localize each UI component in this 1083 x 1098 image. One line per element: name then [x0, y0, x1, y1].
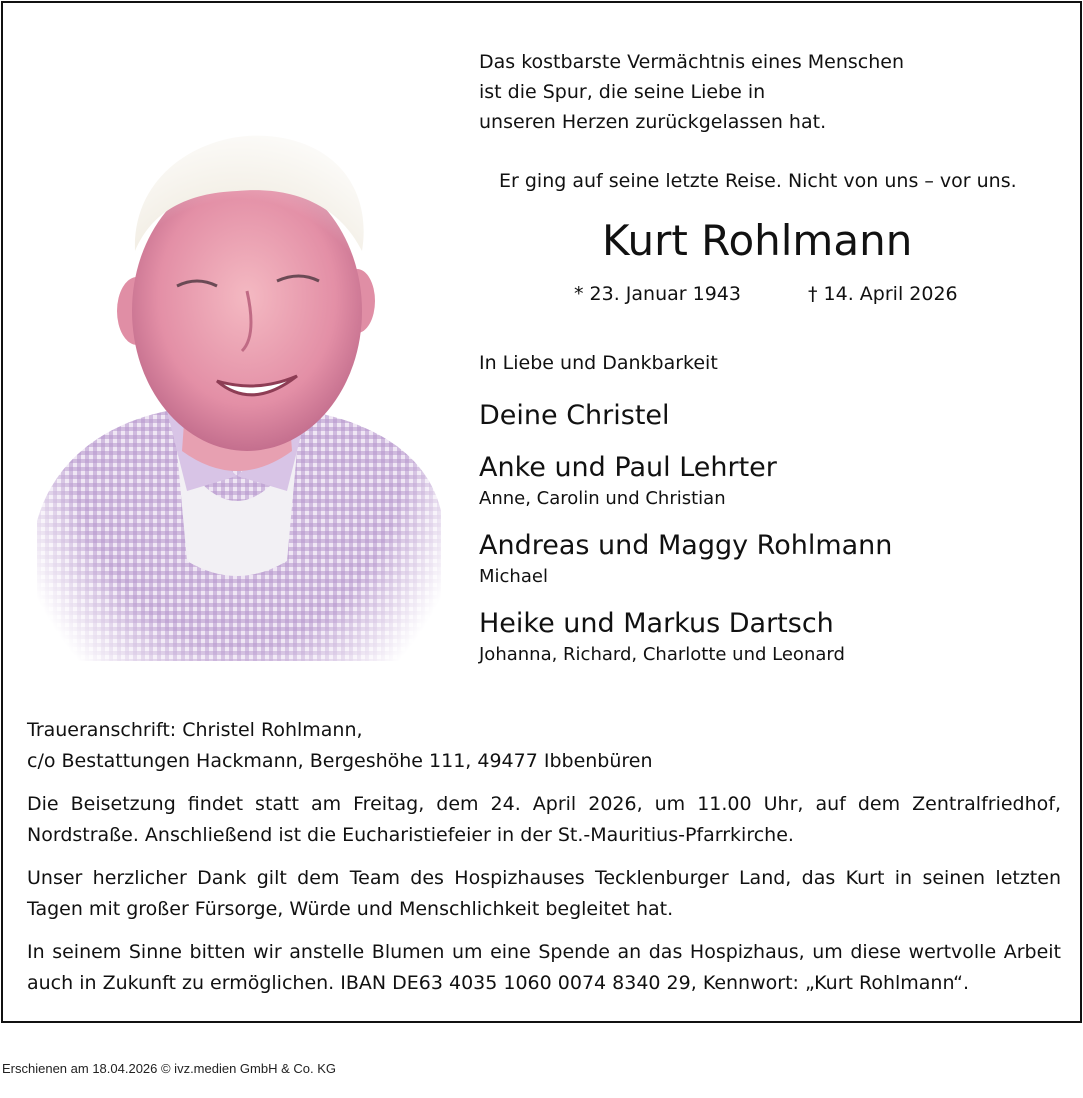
portrait-photo — [37, 131, 441, 661]
donation-paragraph: In seinem Sinne bitten wir anstelle Blumen um eine Spende an das Hospizhaus, um diese wertvolle Arbeit auch in Zukunft zu ermöglichen. IBAN DE63 4035 1060 0074 8340 29, Kennwort: „Kurt Rohlmann“. — [27, 941, 1061, 994]
mourner-name: Heike und Markus Dartsch — [479, 608, 834, 639]
mourner-name: Andreas und Maggy Rohlmann — [479, 530, 893, 561]
address-line: c/o Bestattungen Hackmann, Bergeshöhe 111, 49477 Ibbenbüren — [27, 750, 653, 772]
deceased-name: Kurt Rohlmann — [602, 216, 913, 265]
memorial-quote — [479, 47, 904, 137]
quote-line: ist die Spur, die seine Liebe in — [479, 81, 766, 103]
sub-quote: Er ging auf seine letzte Reise. Nicht von uns – vor uns. — [499, 170, 1017, 192]
mourner-family: Johanna, Richard, Charlotte und Leonard — [479, 644, 845, 665]
quote-line: Das kostbarste Vermächtnis eines Menschen — [479, 51, 905, 73]
funeral-details: Die Beisetzung findet statt am Freitag, dem 24. April 2026, um 11.00 Uhr, auf dem Zentralfriedhof, Nordstraße. Anschließend ist die Eucharistiefeier in der St.-Mauritius-Pfarrkirche. — [27, 793, 1061, 846]
quote-line: unseren Herzen zurückgelassen hat. — [479, 111, 827, 133]
death-date: † 14. April 2026 — [808, 283, 958, 305]
obituary-frame — [1, 1, 1082, 1023]
mourner-name: Deine Christel — [479, 400, 670, 431]
birth-date: * 23. Januar 1943 — [574, 283, 741, 305]
mourner-family: Michael — [479, 566, 548, 587]
thanks-paragraph: Unser herzlicher Dank gilt dem Team des Hospizhauses Tecklenburger Land, das Kurt in seinen letzten Tagen mit großer Fürsorge, Würde und Menschlichkeit begleitet hat. — [27, 867, 1061, 920]
mourner-family: Anne, Carolin und Christian — [479, 488, 726, 509]
mourners-list — [479, 397, 892, 669]
mourner-name: Anke und Paul Lehrter — [479, 452, 777, 483]
obituary-body — [27, 715, 1061, 1011]
publication-footer: Erschienen am 18.04.2026 © ivz.medien GmbH & Co. KG — [2, 1061, 337, 1076]
address-line: Traueranschrift: Christel Rohlmann, — [27, 719, 363, 741]
mourning-address — [27, 715, 1061, 777]
mourners-intro: In Liebe und Dankbarkeit — [479, 352, 718, 374]
